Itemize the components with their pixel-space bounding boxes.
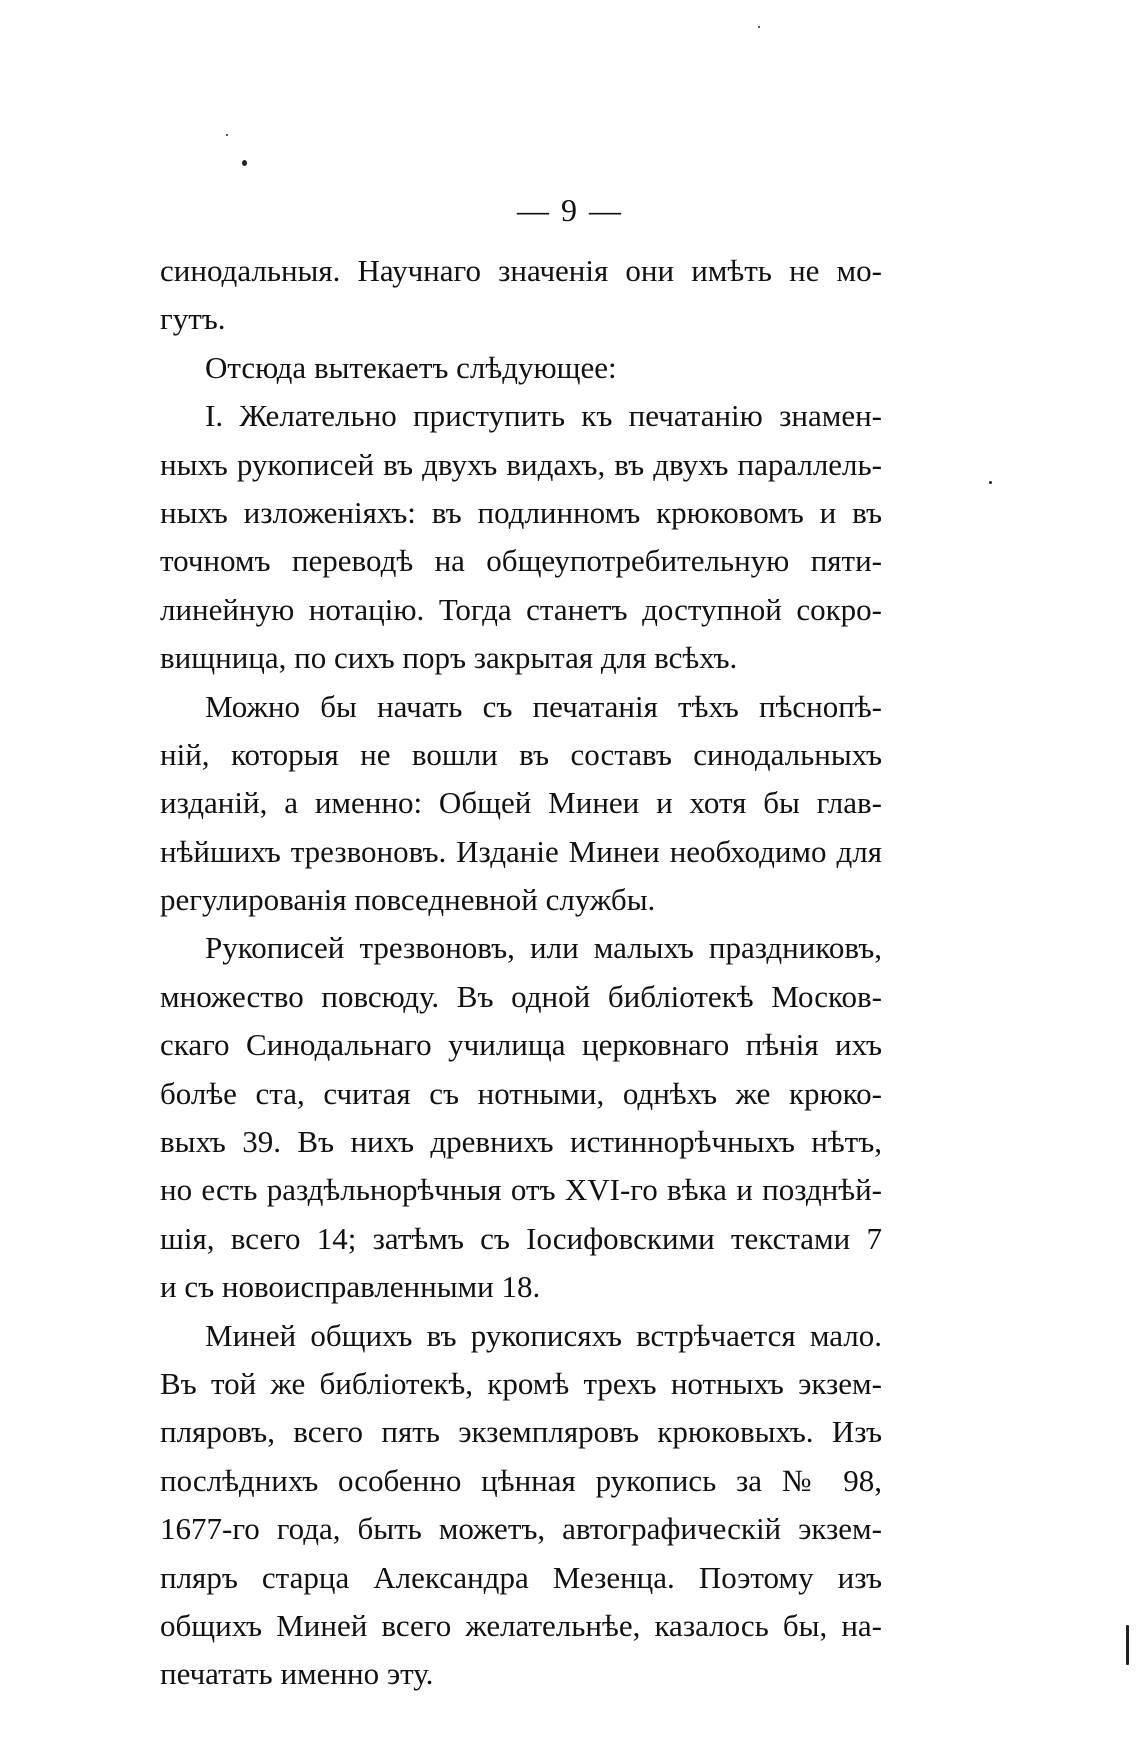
text-line: Отсюда вытекаетъ слѣдующее:: [205, 349, 617, 385]
body-text: [160, 247, 882, 1699]
scan-speck: [989, 481, 992, 484]
page-number: — 9 —: [517, 192, 623, 228]
text-line: I. Желательно приступить къ печатанію знамен-: [205, 398, 882, 434]
text-line: синодальныя. Научнаго значенія они имѣть не мо-: [160, 253, 882, 288]
scan-speck: [758, 26, 760, 28]
text-line: ныхъ изложеніяхъ: въ подлинномъ крюковомъ и въ: [160, 494, 882, 530]
text-line: общихъ Миней всего желательнѣе, казалось бы, на-: [160, 1607, 882, 1643]
text-line: 1677-го года, быть можетъ, автографическій экзем-: [160, 1511, 882, 1547]
text-line: изданій, а именно: Общей Минеи и хотя бы глав-: [160, 785, 882, 821]
text-line: печатать именно эту.: [160, 1656, 434, 1692]
text-line: регулированія повседневной службы.: [160, 882, 656, 918]
text-line: Можно бы начать съ печатанія тѣхъ пѣснопѣ-: [205, 688, 882, 724]
text-line: Въ той же библіотекѣ, кромѣ трехъ нотныхъ экзем-: [160, 1365, 882, 1401]
text-line: скаго Синодальнаго училища церковнаго пѣнія ихъ: [160, 1027, 882, 1063]
scan-speck: [242, 160, 247, 166]
text-line: множество повсюду. Въ одной библіотекѣ Москов-: [160, 978, 882, 1014]
paragraph: [160, 1312, 882, 1699]
text-line: гутъ.: [160, 301, 226, 337]
paragraph: [160, 344, 882, 392]
text-line: точномъ переводѣ на общеупотребительную пяти-: [160, 543, 882, 579]
scan-speck: [226, 134, 228, 136]
text-line: Рукописей трезвоновъ, или малыхъ праздниковъ,: [205, 930, 882, 966]
paragraph: [160, 924, 882, 1311]
text-line: послѣднихъ особенно цѣнная рукопись за № 98,: [160, 1462, 882, 1498]
scan-speck: [1126, 1625, 1129, 1665]
text-line: вищница, по сихъ поръ закрытая для всѣхъ.: [160, 640, 738, 676]
text-line: пляровъ, всего пять экземпляровъ крюковыхъ. Изъ: [160, 1414, 882, 1450]
paragraph: [160, 392, 882, 682]
text-line: шія, всего 14; затѣмъ съ Іосифовскими текстами 7: [160, 1220, 882, 1256]
paragraph: [160, 683, 882, 925]
text-line: ній, которыя не вошли въ составъ синодальныхъ: [160, 736, 882, 772]
text-line: болѣе ста, считая съ нотными, однѣхъ же крюко-: [160, 1075, 882, 1111]
text-line: линейную нотацію. Тогда станетъ доступной сокро-: [160, 591, 882, 627]
text-line: Миней общихъ въ рукописяхъ встрѣчается мало.: [205, 1317, 882, 1353]
text-line: нѣйшихъ трезвоновъ. Изданіе Минеи необходимо для: [160, 833, 882, 869]
text-line: и съ новоисправленными 18.: [160, 1269, 541, 1305]
text-line: но есть раздѣльнорѣчныя отъ XVI-го вѣка и позднѣй-: [160, 1172, 882, 1208]
text-line: ныхъ рукописей въ двухъ видахъ, въ двухъ параллель-: [160, 446, 882, 482]
text-line: пляръ старца Александра Мезенца. Поэтому изъ: [160, 1559, 882, 1595]
paragraph: [160, 247, 882, 344]
text-line: выхъ 39. Въ нихъ древнихъ истиннорѣчныхъ нѣтъ,: [160, 1124, 882, 1160]
